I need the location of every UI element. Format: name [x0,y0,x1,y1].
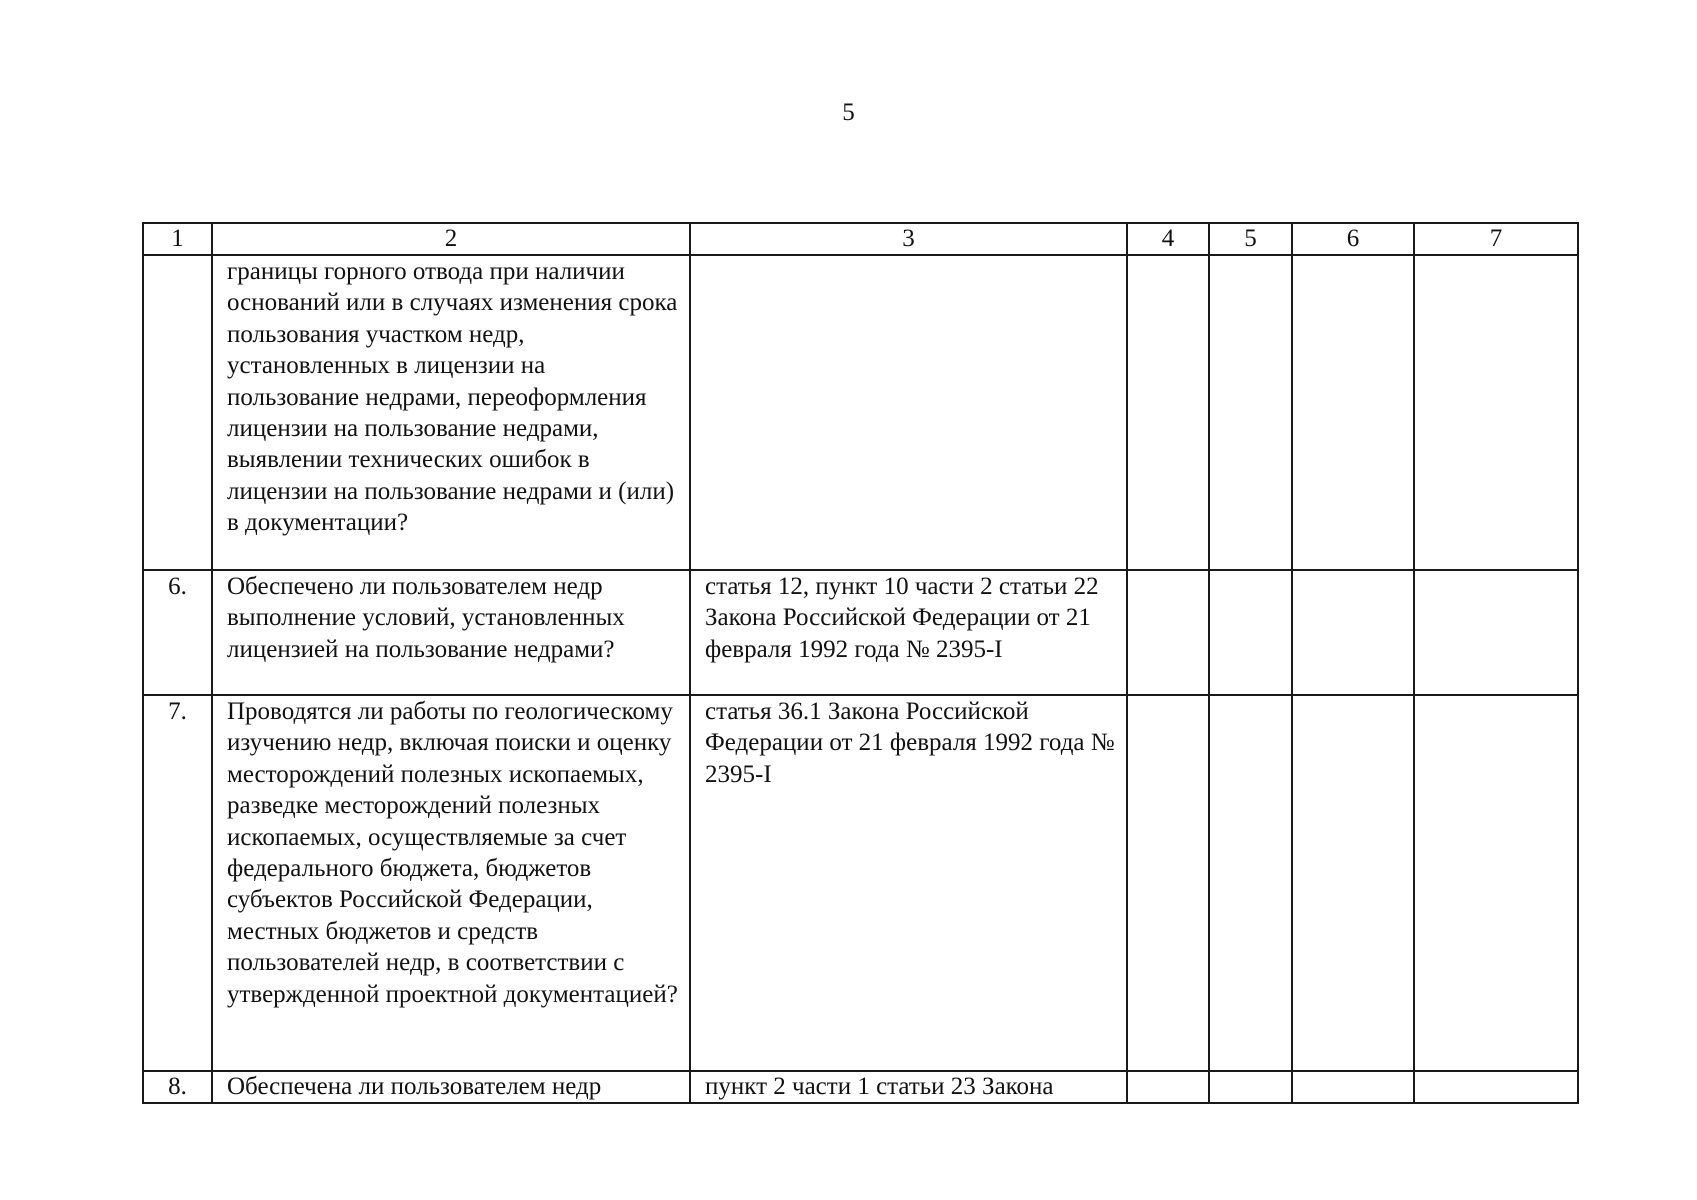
column-header-1: 1 [143,223,212,255]
column-header-3: 3 [690,223,1127,255]
answer-cell-5 [1209,255,1292,570]
answer-cell-4 [1127,695,1209,1071]
column-header-6: 6 [1292,223,1414,255]
row-number [143,255,212,570]
legal-basis: пункт 2 части 1 статьи 23 Закона [690,1071,1127,1103]
table-row [143,570,1578,695]
answer-cell-6 [1292,570,1414,695]
question-text: Обеспечена ли пользователем недр [212,1071,690,1103]
answer-cell-7 [1414,570,1578,695]
question-text: границы горного отвода при наличии оснований или в случаях изменения срока пользования участком недр, установленных в лицензии на пользование недрами, переоформления лицензии на пользование недрами, выявлении технических ошибок в лицензии на пользование недрами и (или) в документации? [212,255,690,570]
question-text: Обеспечено ли пользователем недр выполнение условий, установленных лицензией на пользование недрами? [212,570,690,695]
row-number: 6. [143,570,212,695]
checklist-table [142,222,1579,1104]
table-row [143,695,1578,1071]
answer-cell-7 [1414,1071,1578,1103]
legal-basis: статья 36.1 Закона Российской Федерации от 21 февраля 1992 года № 2395-I [690,695,1127,1071]
row-number: 8. [143,1071,212,1103]
header-row [143,223,1578,255]
legal-basis [690,255,1127,570]
question-text: Проводятся ли работы по геологическому изучению недр, включая поиски и оценку месторождений полезных ископаемых, разведке месторождений полезных ископаемых, осуществляемые за счет федерального бюджета, бюджетов субъектов Российской Федерации, местных бюджетов и средств пользователей недр, в соответствии с утвержденной проектной документацией? [212,695,690,1071]
answer-cell-4 [1127,1071,1209,1103]
column-header-5: 5 [1209,223,1292,255]
table-row [143,1071,1578,1103]
answer-cell-7 [1414,695,1578,1071]
answer-cell-6 [1292,695,1414,1071]
page-number: 5 [842,99,855,126]
answer-cell-6 [1292,1071,1414,1103]
answer-cell-5 [1209,570,1292,695]
column-header-2: 2 [212,223,690,255]
answer-cell-7 [1414,255,1578,570]
answer-cell-4 [1127,570,1209,695]
column-header-7: 7 [1414,223,1578,255]
column-header-4: 4 [1127,223,1209,255]
answer-cell-5 [1209,1071,1292,1103]
table-row [143,255,1578,570]
answer-cell-6 [1292,255,1414,570]
row-number: 7. [143,695,212,1071]
answer-cell-4 [1127,255,1209,570]
answer-cell-5 [1209,695,1292,1071]
legal-basis: статья 12, пункт 10 части 2 статьи 22 Закона Российской Федерации от 21 февраля 1992 года № 2395-I [690,570,1127,695]
